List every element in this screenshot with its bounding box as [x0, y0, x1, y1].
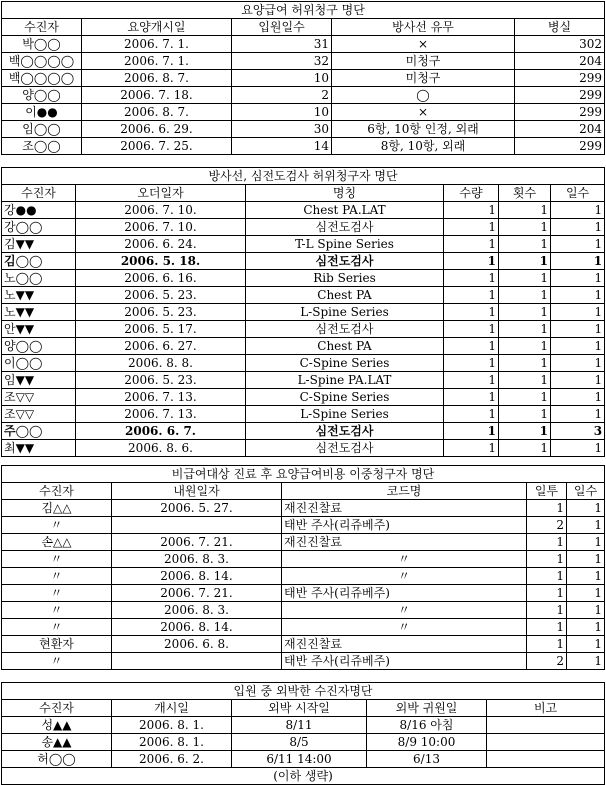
table-cell: 1: [551, 304, 605, 321]
table-cell: 재진진찰료: [282, 636, 527, 653]
table-cell: 1: [444, 270, 499, 287]
table-cell: 1: [551, 406, 605, 423]
table-cell: 2006. 8. 3.: [112, 602, 282, 619]
table-cell: 8/5: [232, 734, 367, 751]
table-cell: 1: [551, 372, 605, 389]
table-cell: ◯: [332, 87, 515, 104]
table-cell: 2006. 5. 18.: [76, 253, 246, 270]
table-row: [2, 36, 605, 53]
table-cell: 1: [567, 517, 605, 534]
table-cell: 태반 주사(리쥬베주): [282, 517, 527, 534]
table-cell: [487, 751, 605, 768]
table-cell: 임▼▼: [2, 372, 76, 389]
table-cell: 2006. 8. 7.: [82, 104, 232, 121]
table-row: [2, 440, 605, 457]
table-cell: 노◯◯: [2, 270, 76, 287]
table-cell: 1: [551, 338, 605, 355]
table-cell: 1: [444, 372, 499, 389]
table-cell: 2006. 7. 21.: [112, 585, 282, 602]
footer-note: (이하 생략): [2, 768, 605, 785]
table-row: [2, 602, 605, 619]
table-cell: 2006. 5. 27.: [112, 500, 282, 517]
table-cell: 8/9 10:00: [367, 734, 487, 751]
table-cell: 손△△: [2, 534, 112, 551]
table-cell: Rib Series: [246, 270, 444, 287]
table-cell: 10: [232, 70, 332, 87]
table-cell: 〃: [282, 619, 527, 636]
table-cell: 1: [499, 423, 551, 440]
table-cell: Chest PA.LAT: [246, 202, 444, 219]
table-cell: 〃: [282, 568, 527, 585]
table-cell: 심전도검사: [246, 253, 444, 270]
table-cell: 2006. 8. 14.: [112, 568, 282, 585]
table-cell: 2006. 7. 25.: [82, 138, 232, 155]
table-cell: 299: [515, 87, 605, 104]
table-cell: Chest PA: [246, 338, 444, 355]
table-row: [2, 751, 605, 768]
table-cell: 2006. 7. 10.: [76, 202, 246, 219]
column-header: 요양개시일: [82, 19, 232, 36]
table-cell: 1: [527, 636, 567, 653]
table-cell: 노▼▼: [2, 287, 76, 304]
table-cell: 1: [444, 219, 499, 236]
table-cell: 2006. 7. 1.: [82, 36, 232, 53]
table-cell: 1: [527, 568, 567, 585]
table-cell: [112, 517, 282, 534]
table-cell: 299: [515, 138, 605, 155]
table-cell: 1: [499, 372, 551, 389]
table-cell: 심전도검사: [246, 440, 444, 457]
table-cell: 1: [527, 500, 567, 517]
column-header: 수진자: [2, 19, 82, 36]
table-cell: 1: [551, 287, 605, 304]
table-cell: 박◯◯: [2, 36, 82, 53]
table-cell: 김△△: [2, 500, 112, 517]
table-row: [2, 202, 605, 219]
table-cell: 2006. 7. 13.: [76, 389, 246, 406]
column-header: 수진자: [2, 483, 112, 500]
column-header: 일수: [551, 185, 605, 202]
table-cell: 2006. 6. 24.: [76, 236, 246, 253]
table-cell: 2006. 8. 14.: [112, 619, 282, 636]
table-cell: 2006. 5. 23.: [76, 287, 246, 304]
table-cell: 1: [551, 270, 605, 287]
table-cell: 1: [444, 355, 499, 372]
table-cell: 송▲▲: [2, 734, 112, 751]
table-cell: 1: [499, 236, 551, 253]
table-cell: 1: [444, 304, 499, 321]
table-cell: [112, 653, 282, 670]
table-cell: 〃: [2, 551, 112, 568]
table-row: [2, 138, 605, 155]
table-cell: 조▽▽: [2, 389, 76, 406]
table-cell: 1: [499, 219, 551, 236]
table-cell: 심전도검사: [246, 321, 444, 338]
table-cell: 8/16 아침: [367, 717, 487, 734]
column-header: 비고: [487, 700, 605, 717]
column-header: 내원일자: [112, 483, 282, 500]
table-cell: 1: [444, 338, 499, 355]
table-cell: 1: [567, 500, 605, 517]
table-row: [2, 219, 605, 236]
table-cell: 1: [567, 585, 605, 602]
table-cell: [487, 717, 605, 734]
section-overnight-leave: [1, 682, 604, 785]
table-cell: C-Spine Series: [246, 355, 444, 372]
column-header: 입원일수: [232, 19, 332, 36]
table-cell: 1: [527, 619, 567, 636]
table-cell: 1: [499, 287, 551, 304]
table-cell: 2006. 7. 13.: [76, 406, 246, 423]
table-cell: 재진진찰료: [282, 534, 527, 551]
table-cell: 32: [232, 53, 332, 70]
table-cell: 최▼▼: [2, 440, 76, 457]
table-cell: 30: [232, 121, 332, 138]
table-cell: 3: [551, 423, 605, 440]
table-row: [2, 653, 605, 670]
table-cell: 1: [499, 338, 551, 355]
table-row: [2, 321, 605, 338]
table-cell: 302: [515, 36, 605, 53]
table-cell: 2006. 8. 1.: [112, 717, 232, 734]
table-cell: C-Spine Series: [246, 389, 444, 406]
table-cell: 2006. 6. 29.: [82, 121, 232, 138]
table-cell: 〃: [2, 619, 112, 636]
table-row: [2, 389, 605, 406]
column-header: 수진자: [2, 700, 112, 717]
column-header: 수량: [444, 185, 499, 202]
table-cell: 2: [232, 87, 332, 104]
table-row: [2, 423, 605, 440]
table-cell: 조▽▽: [2, 406, 76, 423]
table-row: [2, 304, 605, 321]
table-cell: 태반 주사(리쥬베주): [282, 585, 527, 602]
column-header: 외박 시작일: [232, 700, 367, 717]
table-cell: 1: [444, 236, 499, 253]
table-row: [2, 253, 605, 270]
table-row: [2, 517, 605, 534]
table-row: [2, 338, 605, 355]
table-cell: 14: [232, 138, 332, 155]
table-row: [2, 270, 605, 287]
column-header: 일수: [567, 483, 605, 500]
table-row: [2, 585, 605, 602]
table-cell: 〃: [2, 585, 112, 602]
table-cell: 2006. 7. 21.: [112, 534, 282, 551]
table-cell: 심전도검사: [246, 219, 444, 236]
table-cell: 2006. 8. 7.: [82, 70, 232, 87]
table-cell: 2006. 5. 23.: [76, 304, 246, 321]
table-cell: 안▼▼: [2, 321, 76, 338]
table-cell: 〃: [2, 653, 112, 670]
table-cell: 1: [551, 355, 605, 372]
table-cell: 1: [499, 304, 551, 321]
table-row: [2, 355, 605, 372]
table-cell: 1: [444, 406, 499, 423]
column-header: 오더일자: [76, 185, 246, 202]
section-false-claims: [1, 1, 604, 155]
table-cell: T-L Spine Series: [246, 236, 444, 253]
table-cell: 2006. 7. 10.: [76, 219, 246, 236]
table-cell: 1: [551, 236, 605, 253]
table-cell: 1: [499, 440, 551, 457]
table-row: [2, 551, 605, 568]
table-cell: 주◯◯: [2, 423, 76, 440]
section-double-claims: [1, 465, 604, 670]
table-cell: 〃: [2, 568, 112, 585]
table-cell: 1: [499, 253, 551, 270]
table-cell: ×: [332, 104, 515, 121]
table-cell: 2006. 6. 8.: [112, 636, 282, 653]
table-cell: 태반 주사(리쥬베주): [282, 653, 527, 670]
table-cell: 1: [444, 287, 499, 304]
table-cell: 2006. 6. 7.: [76, 423, 246, 440]
column-header: 개시일: [112, 700, 232, 717]
table-cell: 〃: [2, 517, 112, 534]
table-cell: 299: [515, 70, 605, 87]
table-cell: [487, 734, 605, 751]
table-cell: 1: [444, 389, 499, 406]
section-title: 요양급여 허위청구 명단: [2, 2, 605, 19]
table-cell: 1: [567, 636, 605, 653]
table-row: [2, 619, 605, 636]
table-cell: 현환자: [2, 636, 112, 653]
table-cell: 김▼▼: [2, 236, 76, 253]
table-cell: 성▲▲: [2, 717, 112, 734]
table-cell: 299: [515, 104, 605, 121]
table-cell: 강◯◯: [2, 219, 76, 236]
table-cell: 2006. 8. 8.: [76, 355, 246, 372]
table-cell: 1: [444, 202, 499, 219]
table-cell: 1: [499, 270, 551, 287]
table-cell: 1: [551, 389, 605, 406]
table-cell: 1: [551, 253, 605, 270]
section-title: 비급여대상 진료 후 요양급여비용 이중청구자 명단: [2, 466, 605, 483]
table-cell: 1: [567, 602, 605, 619]
table-cell: 양◯◯: [2, 338, 76, 355]
table-cell: 6/13: [367, 751, 487, 768]
table-cell: 2006. 6. 27.: [76, 338, 246, 355]
column-header: 명칭: [246, 185, 444, 202]
table-row: [2, 104, 605, 121]
table-cell: 8항, 10항, 외래: [332, 138, 515, 155]
table-cell: ×: [332, 36, 515, 53]
table-cell: 2006. 7. 18.: [82, 87, 232, 104]
column-header: 외박 귀원일: [367, 700, 487, 717]
table-cell: 204: [515, 53, 605, 70]
table-cell: 1: [444, 423, 499, 440]
table-cell: 1: [527, 602, 567, 619]
table-cell: 김◯◯: [2, 253, 76, 270]
table-cell: 강●●: [2, 202, 76, 219]
column-header: 방사선 유무: [332, 19, 515, 36]
column-header: 코드명: [282, 483, 527, 500]
table-cell: 조◯◯: [2, 138, 82, 155]
table-cell: 심전도검사: [246, 423, 444, 440]
table-cell: 204: [515, 121, 605, 138]
table-cell: 2006. 8. 6.: [76, 440, 246, 457]
table-cell: 10: [232, 104, 332, 121]
table-cell: 〃: [282, 602, 527, 619]
table-row: [2, 53, 605, 70]
table-cell: 1: [551, 219, 605, 236]
column-header: 병실: [515, 19, 605, 36]
column-header: 횟수: [499, 185, 551, 202]
table-cell: 양◯◯: [2, 87, 82, 104]
table-cell: 1: [444, 440, 499, 457]
table-cell: 임◯◯: [2, 121, 82, 138]
table-row: [2, 734, 605, 751]
table-cell: 이◯◯: [2, 355, 76, 372]
table-cell: 1: [527, 534, 567, 551]
table-cell: L-Spine Series: [246, 406, 444, 423]
table-cell: 2006. 5. 17.: [76, 321, 246, 338]
table-cell: 2006. 5. 23.: [76, 372, 246, 389]
table-cell: 1: [499, 202, 551, 219]
table-cell: 1: [551, 321, 605, 338]
table-cell: 2006. 7. 1.: [82, 53, 232, 70]
section-title: 방사선, 심전도검사 허위청구자 명단: [2, 168, 605, 185]
table-row: [2, 406, 605, 423]
table-cell: 미청구: [332, 70, 515, 87]
table-row: [2, 534, 605, 551]
table-cell: 2006. 6. 16.: [76, 270, 246, 287]
table-row: [2, 236, 605, 253]
table-cell: 1: [567, 619, 605, 636]
section-radiation-ecg-claims: [1, 167, 604, 457]
table-cell: 6/11 14:00: [232, 751, 367, 768]
table-cell: 〃: [2, 602, 112, 619]
table-row: [2, 500, 605, 517]
table-cell: 1: [567, 568, 605, 585]
table-cell: 1: [499, 406, 551, 423]
table-cell: 1: [567, 653, 605, 670]
table-cell: 1: [444, 253, 499, 270]
table-row: [2, 121, 605, 138]
table-row: [2, 717, 605, 734]
table-cell: 1: [499, 389, 551, 406]
table-cell: 2006. 6. 2.: [112, 751, 232, 768]
table-cell: 1: [551, 440, 605, 457]
table-cell: 1: [527, 551, 567, 568]
section-title: 입원 중 외박한 수진자명단: [2, 683, 605, 700]
table-cell: 2: [527, 653, 567, 670]
table-row: [2, 87, 605, 104]
table-row: [2, 287, 605, 304]
table-cell: Chest PA: [246, 287, 444, 304]
table-cell: 1: [551, 202, 605, 219]
table-row: [2, 70, 605, 87]
table-cell: 1: [527, 585, 567, 602]
table-row: [2, 372, 605, 389]
table-cell: 미청구: [332, 53, 515, 70]
table-cell: 8/11: [232, 717, 367, 734]
table-cell: 1: [567, 534, 605, 551]
column-header: 일투: [527, 483, 567, 500]
table-cell: 〃: [282, 551, 527, 568]
table-cell: 6항, 10항 인정, 외래: [332, 121, 515, 138]
table-cell: 재진진찰료: [282, 500, 527, 517]
table-cell: 2006. 8. 1.: [112, 734, 232, 751]
table-cell: 백◯◯◯◯: [2, 70, 82, 87]
table-cell: 노▼▼: [2, 304, 76, 321]
table-cell: 1: [499, 321, 551, 338]
column-header: 수진자: [2, 185, 76, 202]
table-cell: 1: [567, 551, 605, 568]
table-cell: L-Spine PA.LAT: [246, 372, 444, 389]
table-cell: 1: [444, 321, 499, 338]
table-cell: 2: [527, 517, 567, 534]
table-row: [2, 568, 605, 585]
table-cell: 이●●: [2, 104, 82, 121]
table-cell: L-Spine Series: [246, 304, 444, 321]
table-cell: 허◯◯: [2, 751, 112, 768]
table-cell: 31: [232, 36, 332, 53]
table-cell: 1: [499, 355, 551, 372]
table-row: [2, 636, 605, 653]
table-cell: 2006. 8. 3.: [112, 551, 282, 568]
table-cell: 백◯◯◯◯: [2, 53, 82, 70]
